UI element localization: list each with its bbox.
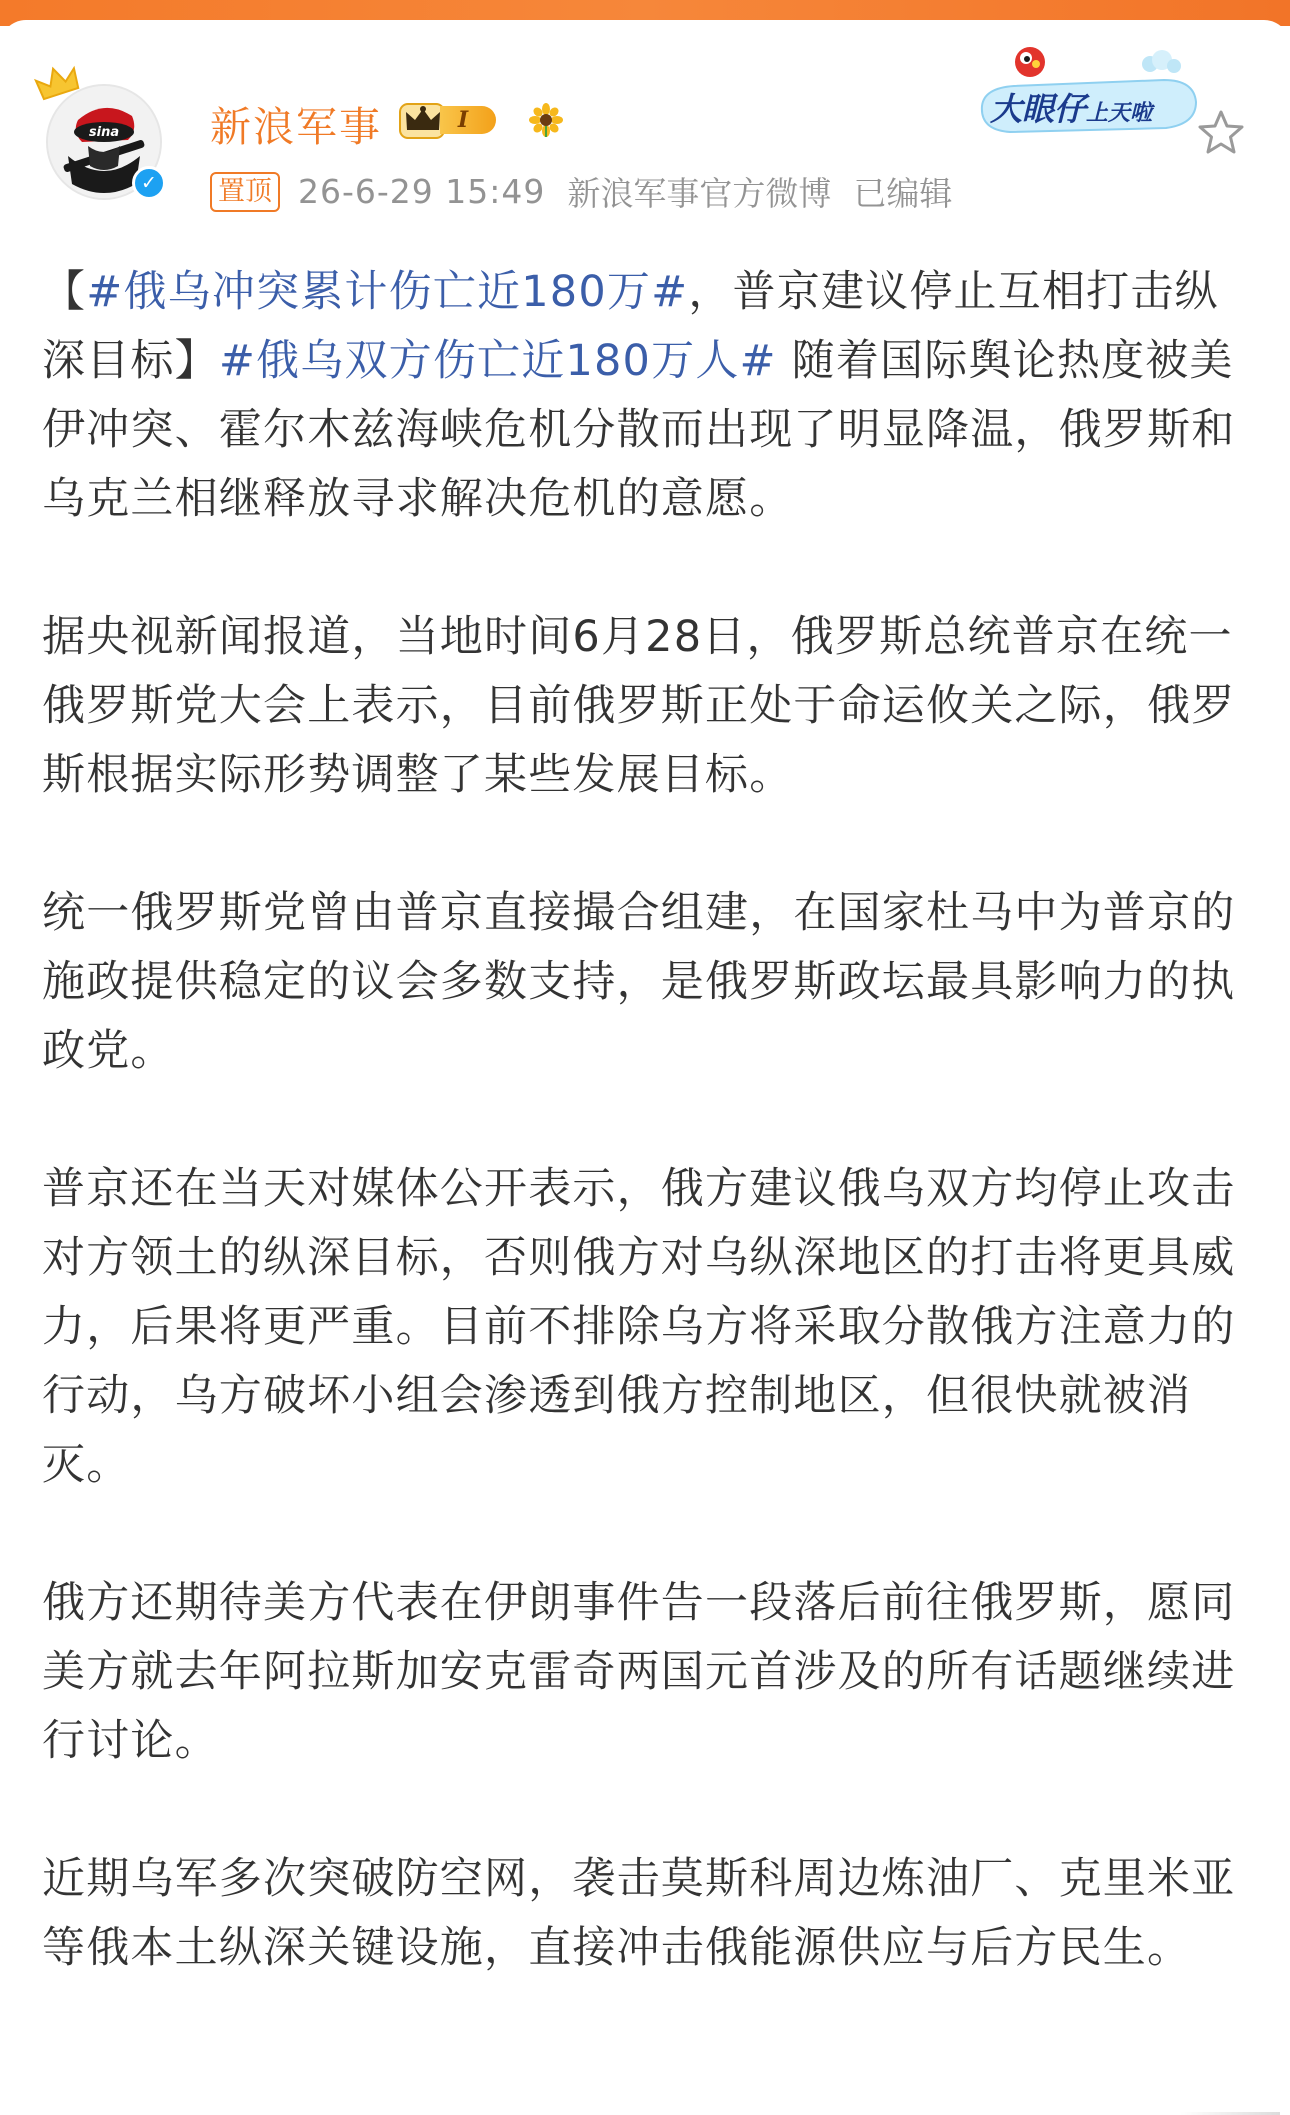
avatar-container[interactable] — [40, 70, 168, 198]
post-card — [0, 20, 1290, 2107]
bracket-open: 【 — [42, 267, 87, 317]
crown-icon — [34, 64, 82, 104]
event-badge-label: 大眼仔上天啦 — [990, 90, 1153, 128]
post-body — [42, 258, 1242, 2052]
hashtag-link[interactable]: #俄乌双方伤亡近180万人# — [218, 336, 777, 386]
paragraph-text: 随着国际舆论热度被美伊冲突、霍尔木兹海峡危机分散而出现了明显降温，俄罗斯和乌克兰相继释放寻求解决危机的意愿。 — [42, 336, 1236, 524]
vip-level-label: I — [440, 106, 496, 134]
paragraph-4: 普京还在当天对媒体公开表示，俄方建议俄乌双方均停止攻击对方领土的纵深目标，否则俄方对乌纵深地区的打击将更具威力，后果将更严重。目前不排除乌方将采取分散俄方注意力的行动，乌方破坏小组会渗透到俄方控制地区，但很快就被消灭。 — [42, 1164, 1236, 1490]
sunflower-icon — [528, 102, 564, 138]
post-timestamp: 26-6-29 15:49 — [298, 172, 546, 211]
post-meta-row — [210, 168, 952, 215]
hashtag-link[interactable]: #俄乌冲突累计伤亡近180万# — [86, 267, 689, 317]
paragraph-3: 统一俄罗斯党曾由普京直接撮合组建，在国家杜马中为普京的施政提供稳定的议会多数支持，是俄罗斯政坛最具影响力的执政党。 — [42, 888, 1236, 1076]
paragraph-6: 近期乌军多次突破防空网，袭击莫斯科周边炼油厂、克里米亚等俄本土纵深关键设施，直接冲击俄能源供应与后方民生。 — [42, 1854, 1236, 1973]
username[interactable]: 新浪军事 — [210, 103, 382, 151]
verified-icon: ✓ — [132, 166, 166, 200]
pinned-badge: 置顶 — [210, 172, 280, 212]
edited-label[interactable]: 已编辑 — [853, 174, 953, 213]
star-icon[interactable] — [1196, 108, 1246, 158]
event-badge[interactable] — [974, 44, 1202, 148]
post-source[interactable]: 新浪军事官方微博 — [567, 174, 832, 213]
paragraph-5: 俄方还期待美方代表在伊朗事件告一段落后前往俄罗斯，愿同美方就去年阿拉斯加安克雷奇两国元首涉及的所有话题继续进行讨论。 — [42, 1578, 1236, 1766]
vip-badge[interactable] — [398, 100, 496, 140]
paragraph-1 — [42, 258, 1242, 534]
svg-text:sina: sina — [88, 125, 120, 140]
paragraph-2: 据央视新闻报道，当地时间6月28日，俄罗斯总统普京在统一俄罗斯党大会上表示，目前俄罗斯正处于命运攸关之际，俄罗斯根据实际形势调整了某些发展目标。 — [42, 612, 1236, 800]
paragraph-text: ，普京建议停止互相打击纵深目标】 — [42, 267, 1219, 386]
